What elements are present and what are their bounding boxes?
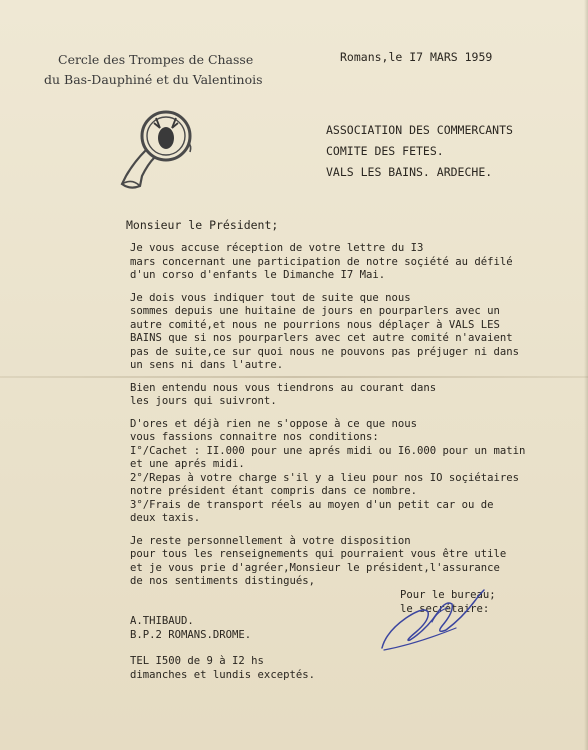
body-line: les jours qui suivront. [130,395,277,407]
sender-address: B.P.2 ROMANS.DROME. [130,629,252,641]
paragraph-2 [130,292,580,373]
body-line: 3°/Frais de transport réels au moyen d'un petit car ou de [130,498,494,511]
letter-body [130,242,580,598]
body-line: Je dois vous indiquer tout de suite que nous [130,291,411,304]
body-line: Je vous accuse réception de votre lettre du I3 [130,242,424,254]
body-line: Bien entendu nous vous tiendrons au courant dans [130,381,437,394]
sender-name: A.THIBAUD. [130,615,194,627]
letterhead-line-2: du Bas-Dauphiné et du Valentinois [44,72,263,87]
closing-line: Pour le bureau; [400,589,496,601]
body-line: notre président étant compris dans ce nombre. [130,485,418,497]
body-line: et je vous prie d'agréer,Monsieur le président,l'assurance [130,561,500,574]
hunting-horn-logo [120,106,195,192]
body-line: Je reste personnellement à votre disposition [130,534,411,547]
phone-line: TEL I500 de 9 à I2 hs [130,655,264,667]
body-line: deux taxis. [130,512,201,524]
addressee-line: COMITE DES FETES. [326,144,444,158]
body-line: 2°/Repas à votre charge s'il y a lieu pour nos IO soçiétaires [130,471,520,484]
paper-edge-shadow [584,0,588,750]
addressee-line: ASSOCIATION DES COMMERCANTS [326,123,513,137]
body-line: et une aprés midi. [130,458,245,470]
body-line: I°/Cachet : II.000 pour une aprés midi ou I6.000 pour un matin [130,444,526,457]
body-line: pour tous les renseignements qui pourraient vous être utile [130,548,507,560]
phone-hours: dimanches et lundis exceptés. [130,669,315,681]
letterhead-line-1: Cercle des Trompes de Chasse [58,52,254,67]
handwritten-signature [376,582,494,654]
addressee-block [326,120,513,183]
paragraph-4 [130,418,580,526]
closing-line: le secrétaire: [400,603,490,615]
letter-date: Romans,le I7 MARS 1959 [340,50,493,64]
body-line: mars concernant une participation de notre soçiété au défilé [130,255,513,268]
body-line: D'ores et déjà rien ne s'oppose à ce que nous [130,417,418,430]
addressee-line: VALS LES BAINS. ARDECHE. [326,165,493,179]
paragraph-5 [130,535,580,589]
salutation: Monsieur le Président; [126,218,279,232]
sender-block [130,614,251,642]
body-line: autre comité,et nous ne pourrions nous déplaçer à VALS LES [130,318,500,331]
body-line: pas de suite,ce sur quoi nous ne pouvons pas préjuger ni dans [130,345,520,358]
paragraph-3 [130,382,580,409]
letterhead [44,50,294,90]
body-line: vous fassions connaitre nos conditions: [130,431,379,443]
body-line: un sens ni dans l'autre. [130,359,284,371]
body-line: d'un corso d'enfants le Dimanche I7 Mai. [130,269,386,281]
body-line: BAINS que si nos pourparlers avec cet autre comité n'avaient [130,332,513,344]
body-line: de nos sentiments distingués, [130,575,315,587]
paragraph-1 [130,242,580,283]
body-line: sommes depuis une huitaine de jours en pourparlers avec un [130,305,500,317]
phone-block [130,654,315,682]
